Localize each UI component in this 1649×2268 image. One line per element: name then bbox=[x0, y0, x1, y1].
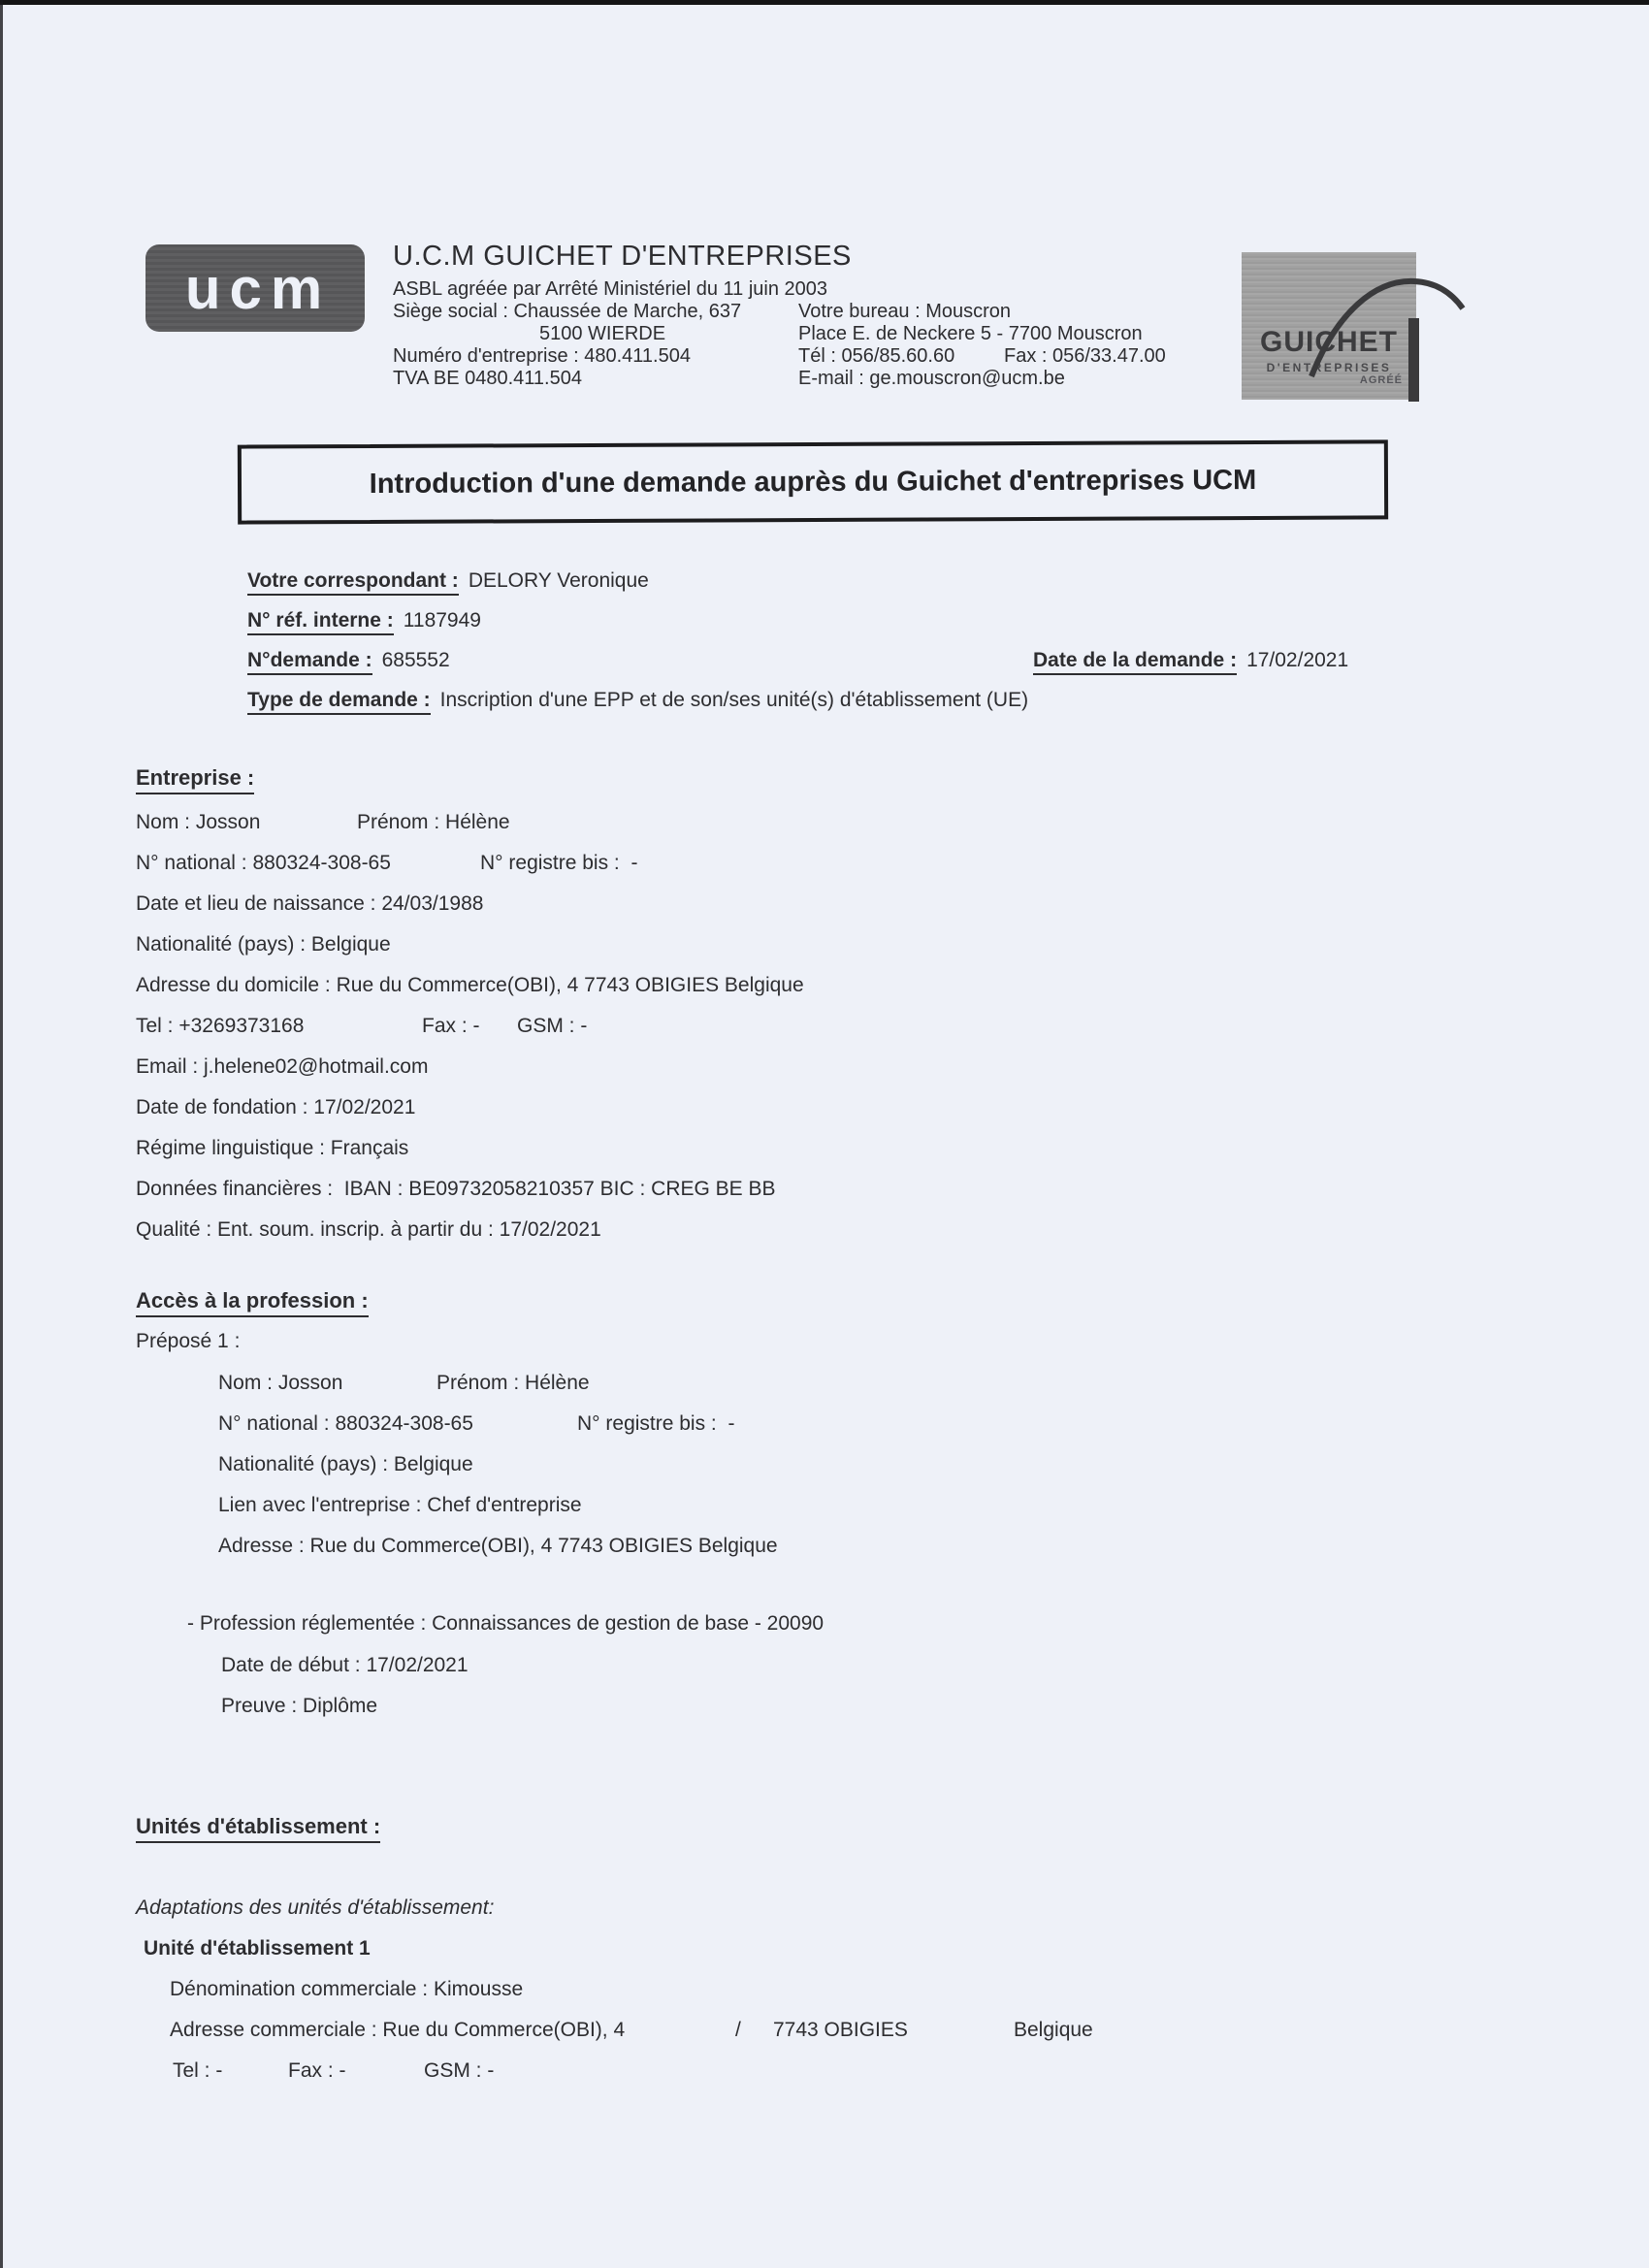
bureau-line: Votre bureau : Mouscron bbox=[798, 301, 1012, 322]
unite-1-heading: Unité d'établissement 1 bbox=[144, 1937, 371, 1960]
unite-gsm: GSM : - bbox=[424, 2059, 495, 2082]
acces-prepose: Préposé 1 : bbox=[136, 1330, 241, 1352]
unite-adresse-separator: / bbox=[735, 2019, 741, 2041]
bureau-tel: Tél : 056/85.60.60 bbox=[798, 345, 955, 367]
entreprise-fax: Fax : - bbox=[422, 1015, 480, 1037]
guichet-stamp bbox=[1242, 252, 1416, 400]
entreprise-prenom: Prénom : Hélène bbox=[357, 811, 510, 833]
correspondant-value: DELORY Veronique bbox=[468, 569, 649, 592]
ucm-logo-icon: ucm bbox=[146, 244, 365, 332]
ref-interne-value: 1187949 bbox=[403, 609, 481, 632]
unites-adaptations: Adaptations des unités d'établissement: bbox=[136, 1896, 495, 1919]
unite-tel: Tel : - bbox=[173, 2059, 223, 2082]
acces-adresse: Adresse : Rue du Commerce(OBI), 4 7743 OBIGIES Belgique bbox=[218, 1535, 778, 1557]
date-demande-label: Date de la demande : bbox=[1033, 648, 1237, 675]
org-tva-line: TVA BE 0480.411.504 bbox=[393, 368, 582, 389]
num-demande-line bbox=[247, 648, 450, 675]
num-demande-value: 685552 bbox=[381, 649, 450, 671]
bureau-adresse-line: Place E. de Neckere 5 - 7700 Mouscron bbox=[798, 323, 1143, 344]
stamp-agree-label: AGRÉÉ bbox=[1359, 374, 1403, 386]
org-asbl-line: ASBL agréée par Arrêté Ministériel du 11 juin 2003 bbox=[393, 278, 828, 300]
entreprise-naissance: Date et lieu de naissance : 24/03/1988 bbox=[136, 892, 484, 915]
org-ville-line: 5100 WIERDE bbox=[539, 323, 666, 344]
bureau-email: E-mail : ge.mouscron@ucm.be bbox=[798, 368, 1065, 389]
ref-interne-label: N° réf. interne : bbox=[247, 608, 394, 635]
stamp-entreprises-label: D'ENTREPRISES bbox=[1266, 361, 1392, 374]
entreprise-registre-bis: N° registre bis : - bbox=[480, 852, 638, 874]
acces-nationalite: Nationalité (pays) : Belgique bbox=[218, 1453, 473, 1475]
entreprise-regime: Régime linguistique : Français bbox=[136, 1137, 409, 1159]
unite-pays: Belgique bbox=[1014, 2019, 1093, 2041]
acces-nom: Nom : Josson bbox=[218, 1372, 343, 1394]
document-title-banner: Introduction d'une demande auprès du Guichet d'entreprises UCM bbox=[238, 439, 1388, 524]
entreprise-email: Email : j.helene02@hotmail.com bbox=[136, 1055, 429, 1078]
acces-preuve: Preuve : Diplôme bbox=[221, 1695, 378, 1717]
unite-fax: Fax : - bbox=[288, 2059, 346, 2082]
entreprise-finances: Données financières : IBAN : BE09732058210357 BIC : CREG BE BB bbox=[136, 1178, 776, 1200]
org-siege-line: Siège social : Chaussée de Marche, 637 bbox=[393, 301, 742, 322]
date-demande-value: 17/02/2021 bbox=[1246, 649, 1349, 671]
entreprise-qualite: Qualité : Ent. soum. inscrip. à partir du : 17/02/2021 bbox=[136, 1218, 601, 1241]
unite-adresse: Adresse commerciale : Rue du Commerce(OBI), 4 bbox=[170, 2019, 626, 2041]
entreprise-tel: Tel : +3269373168 bbox=[136, 1015, 305, 1037]
ref-interne-line bbox=[247, 608, 481, 635]
entreprise-nom: Nom : Josson bbox=[136, 811, 261, 833]
acces-prenom: Prénom : Hélène bbox=[436, 1372, 590, 1394]
org-numero-line: Numéro d'entreprise : 480.411.504 bbox=[393, 345, 691, 367]
acces-date-debut: Date de début : 17/02/2021 bbox=[221, 1654, 469, 1676]
entreprise-adresse: Adresse du domicile : Rue du Commerce(OBI), 4 7743 OBIGIES Belgique bbox=[136, 974, 804, 996]
org-title: U.C.M GUICHET D'ENTREPRISES bbox=[393, 241, 852, 272]
unite-code-ville: 7743 OBIGIES bbox=[773, 2019, 908, 2041]
correspondant-label: Votre correspondant : bbox=[247, 568, 459, 596]
type-demande-label: Type de demande : bbox=[247, 688, 431, 715]
type-demande-value: Inscription d'une EPP et de son/ses unité(s) d'établissement (UE) bbox=[439, 689, 1029, 711]
scan-edge-top bbox=[0, 0, 1649, 5]
acces-lien: Lien avec l'entreprise : Chef d'entreprise bbox=[218, 1494, 582, 1516]
type-demande-line bbox=[247, 688, 1028, 715]
entreprise-fondation: Date de fondation : 17/02/2021 bbox=[136, 1096, 416, 1118]
correspondant-line bbox=[247, 568, 649, 596]
num-demande-label: N°demande : bbox=[247, 648, 372, 675]
bureau-fax: Fax : 056/33.47.00 bbox=[1004, 345, 1166, 367]
entreprise-heading: Entreprise : bbox=[136, 765, 254, 794]
acces-national: N° national : 880324-308-65 bbox=[218, 1412, 473, 1435]
date-demande-line bbox=[1033, 648, 1348, 675]
entreprise-national: N° national : 880324-308-65 bbox=[136, 852, 391, 874]
entreprise-gsm: GSM : - bbox=[517, 1015, 588, 1037]
acces-heading: Accès à la profession : bbox=[136, 1288, 369, 1317]
acces-profession: - Profession réglementée : Connaissances de gestion de base - 20090 bbox=[187, 1612, 824, 1635]
acces-registre-bis: N° registre bis : - bbox=[577, 1412, 735, 1435]
scan-edge-left bbox=[0, 0, 3, 2268]
unite-denomination: Dénomination commerciale : Kimousse bbox=[170, 1978, 524, 2000]
entreprise-nationalite: Nationalité (pays) : Belgique bbox=[136, 933, 391, 956]
stamp-guichet-label: GUICHET bbox=[1260, 326, 1398, 358]
unites-heading: Unités d'établissement : bbox=[136, 1814, 380, 1843]
